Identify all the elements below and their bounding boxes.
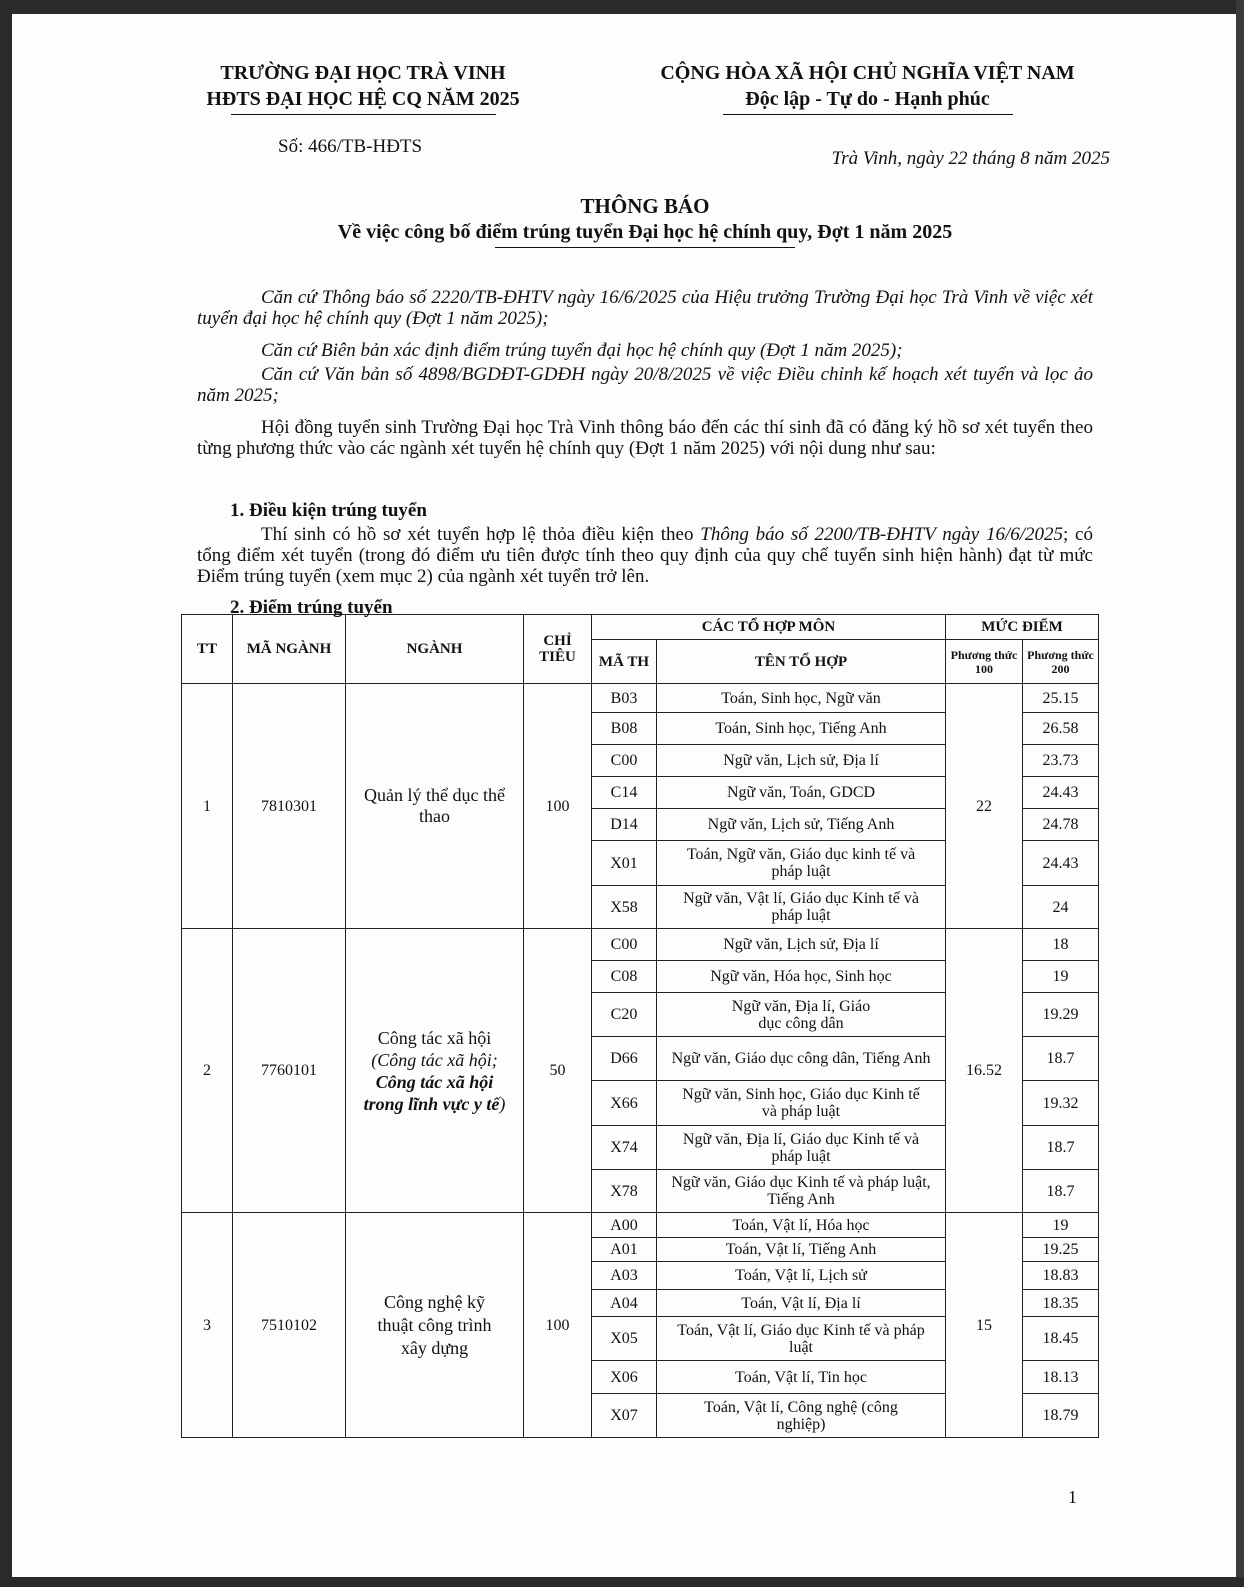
major-code: 7810301 bbox=[233, 684, 346, 929]
table-row bbox=[182, 1213, 1099, 1238]
combo-code: X66 bbox=[592, 1081, 657, 1126]
header-method-200: Phương thức 200 bbox=[1023, 640, 1099, 684]
combo-name: Ngữ văn, Giáo dục Kinh tế và pháp luật, Tiếng Anh bbox=[657, 1170, 946, 1213]
admission-score-table bbox=[181, 614, 1099, 1438]
section1-text-a: Thí sinh có hồ sơ xét tuyển hợp lệ thỏa điều kiện theo bbox=[261, 524, 701, 545]
combo-name: Ngữ văn, Giáo dục công dân, Tiếng Anh bbox=[657, 1037, 946, 1081]
university-name: TRƯỜNG ĐẠI HỌC TRÀ VINH bbox=[220, 62, 506, 84]
preamble-p2: Căn cứ Biên bản xác định điểm trúng tuyển đại học hệ chính quy (Đợt 1 năm 2025); bbox=[261, 340, 903, 361]
header-combo-name: TÊN TỔ HỢP bbox=[657, 640, 946, 684]
combo-code: X06 bbox=[592, 1361, 657, 1394]
combo-name: Ngữ văn, Hóa học, Sinh học bbox=[657, 961, 946, 993]
method-200-score: 18.83 bbox=[1023, 1262, 1099, 1290]
combo-name: Toán, Vật lí, Tiếng Anh bbox=[657, 1238, 946, 1262]
combo-name: Toán, Vật lí, Công nghệ (công nghiệp) bbox=[657, 1394, 946, 1438]
country-name: CỘNG HÒA XÃ HỘI CHỦ NGHĨA VIỆT NAM bbox=[660, 62, 1075, 84]
section1-reference: Thông báo số 2200/TB-ĐHTV ngày 16/6/2025 bbox=[700, 524, 1064, 545]
method-100-score: 16.52 bbox=[946, 929, 1023, 1213]
major-name-d: ) bbox=[499, 1093, 506, 1114]
header-tt: TT bbox=[182, 615, 233, 684]
combo-name: Ngữ văn, Địa lí, Giáo dục Kinh tế và pháp luật bbox=[657, 1126, 946, 1170]
combo-name: Ngữ văn, Lịch sử, Địa lí bbox=[657, 929, 946, 961]
combo-code: C08 bbox=[592, 961, 657, 993]
header-method-100: Phương thức 100 bbox=[946, 640, 1023, 684]
major-quota: 100 bbox=[524, 684, 592, 929]
method-200-score: 19.32 bbox=[1023, 1081, 1099, 1126]
combo-code: X05 bbox=[592, 1317, 657, 1361]
method-200-score: 19.25 bbox=[1023, 1238, 1099, 1262]
method-200-score: 18 bbox=[1023, 929, 1099, 961]
preamble-p1: Căn cứ Thông báo số 2220/TB-ĐHTV ngày 16/6/2025 của Hiệu trưởng Trường Đại học Trà Vinh về việc xét tuyển đại học hệ chính quy (Đợt 1 năm 2025); bbox=[197, 287, 1093, 329]
subtitle-text: Về việc công bố điểm trúng tuyển Đại học hệ chính quy, Đợt 1 năm 2025 bbox=[337, 221, 953, 243]
method-100-score: 22 bbox=[946, 684, 1023, 929]
combo-code: C20 bbox=[592, 993, 657, 1037]
combo-name: Toán, Ngữ văn, Giáo dục kinh tế và pháp luật bbox=[657, 841, 946, 886]
major-name: Công nghệ kỹ thuật công trình xây dựng bbox=[346, 1213, 524, 1438]
method-200-score: 24.43 bbox=[1023, 841, 1099, 886]
combo-code: A03 bbox=[592, 1262, 657, 1290]
combo-code: D66 bbox=[592, 1037, 657, 1081]
major-name-a: Công tác xã hội bbox=[377, 1027, 492, 1048]
national-motto-block bbox=[615, 60, 1120, 115]
major-name: Quản lý thể dục thể thao bbox=[346, 684, 524, 929]
major-code: 7760101 bbox=[233, 929, 346, 1213]
method-100-score: 15 bbox=[946, 1213, 1023, 1438]
combo-code: C14 bbox=[592, 777, 657, 809]
header-major-code: MÃ NGÀNH bbox=[233, 615, 346, 684]
combo-name: Toán, Sinh học, Tiếng Anh bbox=[657, 713, 946, 745]
section1-heading: 1. Điều kiện trúng tuyển bbox=[230, 500, 427, 521]
combo-code: A01 bbox=[592, 1238, 657, 1262]
combo-name: Toán, Vật lí, Hóa học bbox=[657, 1213, 946, 1238]
combo-name: Ngữ văn, Lịch sử, Địa lí bbox=[657, 745, 946, 777]
combo-name: Toán, Vật lí, Địa lí bbox=[657, 1290, 946, 1317]
major-tt: 1 bbox=[182, 684, 233, 929]
major-tt: 3 bbox=[182, 1213, 233, 1438]
method-200-score: 18.45 bbox=[1023, 1317, 1099, 1361]
major-name bbox=[346, 929, 524, 1213]
method-200-score: 19 bbox=[1023, 961, 1099, 993]
method-200-score: 24 bbox=[1023, 886, 1099, 929]
combo-code: C00 bbox=[592, 929, 657, 961]
combo-code: D14 bbox=[592, 809, 657, 841]
combo-name: Ngữ văn, Địa lí, Giáo dục công dân bbox=[657, 993, 946, 1037]
combo-code: X58 bbox=[592, 886, 657, 929]
motto: Độc lập - Tự do - Hạnh phúc bbox=[745, 88, 990, 110]
table-header-row bbox=[182, 615, 1099, 640]
method-200-score: 25.15 bbox=[1023, 684, 1099, 713]
table-row bbox=[182, 684, 1099, 713]
combo-name: Ngữ văn, Vật lí, Giáo dục Kinh tế và pháp luật bbox=[657, 886, 946, 929]
method-200-score: 26.58 bbox=[1023, 713, 1099, 745]
section1-text-b: ; có tổng điểm xét tuyển (trong đó điểm ưu tiên được tính theo quy định của quy chế tuyển sinh hiện hành) đạt từ mức Điểm trúng tuyển (xem mục 2) của ngành xét tuyển trở lên. bbox=[197, 524, 1093, 587]
method-200-score: 18.7 bbox=[1023, 1126, 1099, 1170]
method-200-score: 18.13 bbox=[1023, 1361, 1099, 1394]
motto-underline bbox=[723, 114, 1013, 115]
major-code: 7510102 bbox=[233, 1213, 346, 1438]
combo-name: Ngữ văn, Sinh học, Giáo dục Kinh tế và pháp luật bbox=[657, 1081, 946, 1126]
method-200-score: 23.73 bbox=[1023, 745, 1099, 777]
method-200-score: 24.43 bbox=[1023, 777, 1099, 809]
document-number: Số: 466/TB-HĐTS bbox=[278, 136, 423, 157]
combo-code: C00 bbox=[592, 745, 657, 777]
header-combinations: CÁC TỔ HỢP MÔN bbox=[592, 615, 946, 640]
combo-code: X78 bbox=[592, 1170, 657, 1213]
combo-code: A04 bbox=[592, 1290, 657, 1317]
combo-name: Toán, Vật lí, Lịch sử bbox=[657, 1262, 946, 1290]
header-combo-code: MÃ TH bbox=[592, 640, 657, 684]
combo-code: B03 bbox=[592, 684, 657, 713]
section2-heading: 2. Điểm trúng tuyển bbox=[230, 597, 393, 618]
combo-name: Toán, Sinh học, Ngữ văn bbox=[657, 684, 946, 713]
combo-code: X07 bbox=[592, 1394, 657, 1438]
major-name-b: (Công tác xã hội; bbox=[371, 1049, 498, 1070]
page-number: 1 bbox=[1068, 1487, 1077, 1507]
method-200-score: 19 bbox=[1023, 1213, 1099, 1238]
method-200-score: 18.7 bbox=[1023, 1037, 1099, 1081]
combo-code: B08 bbox=[592, 713, 657, 745]
table-row bbox=[182, 929, 1099, 961]
method-200-score: 19.29 bbox=[1023, 993, 1099, 1037]
document-title: THÔNG BÁO bbox=[580, 194, 710, 218]
combo-code: X74 bbox=[592, 1126, 657, 1170]
subtitle-underline bbox=[495, 247, 795, 248]
header-quota: CHỈ TIÊU bbox=[524, 615, 592, 684]
major-name-c: Công tác xã hội trong lĩnh vực y tế bbox=[363, 1071, 500, 1114]
major-tt: 2 bbox=[182, 929, 233, 1213]
issuer-block bbox=[168, 60, 558, 115]
combo-name: Ngữ văn, Toán, GDCD bbox=[657, 777, 946, 809]
document-date: Trà Vinh, ngày 22 tháng 8 năm 2025 bbox=[831, 148, 1110, 169]
combo-code: X01 bbox=[592, 841, 657, 886]
method-200-score: 18.79 bbox=[1023, 1394, 1099, 1438]
preamble-p3: Căn cứ Văn bản số 4898/BGDĐT-GDĐH ngày 20/8/2025 về việc Điều chỉnh kế hoạch xét tuyển và lọc ảo năm 2025; bbox=[197, 364, 1093, 406]
issuer-underline bbox=[231, 114, 496, 115]
combo-code: A00 bbox=[592, 1213, 657, 1238]
major-quota: 50 bbox=[524, 929, 592, 1213]
method-200-score: 18.35 bbox=[1023, 1290, 1099, 1317]
preamble-p4: Hội đồng tuyển sinh Trường Đại học Trà Vinh thông báo đến các thí sinh đã có đăng ký hồ sơ xét tuyển theo từng phương thức vào các ngành xét tuyển hệ chính quy (Đợt 1 năm 2025) với nội dung như sau: bbox=[197, 417, 1093, 459]
section1-text bbox=[197, 524, 1093, 587]
combo-name: Ngữ văn, Lịch sử, Tiếng Anh bbox=[657, 809, 946, 841]
method-200-score: 18.7 bbox=[1023, 1170, 1099, 1213]
council-name: HĐTS ĐẠI HỌC HỆ CQ NĂM 2025 bbox=[206, 88, 520, 110]
combo-name: Toán, Vật lí, Giáo dục Kinh tế và pháp luật bbox=[657, 1317, 946, 1361]
major-quota: 100 bbox=[524, 1213, 592, 1438]
header-score-level: MỨC ĐIỂM bbox=[946, 615, 1099, 640]
header-major: NGÀNH bbox=[346, 615, 524, 684]
combo-name: Toán, Vật lí, Tin học bbox=[657, 1361, 946, 1394]
document-subtitle bbox=[195, 221, 1095, 248]
method-200-score: 24.78 bbox=[1023, 809, 1099, 841]
